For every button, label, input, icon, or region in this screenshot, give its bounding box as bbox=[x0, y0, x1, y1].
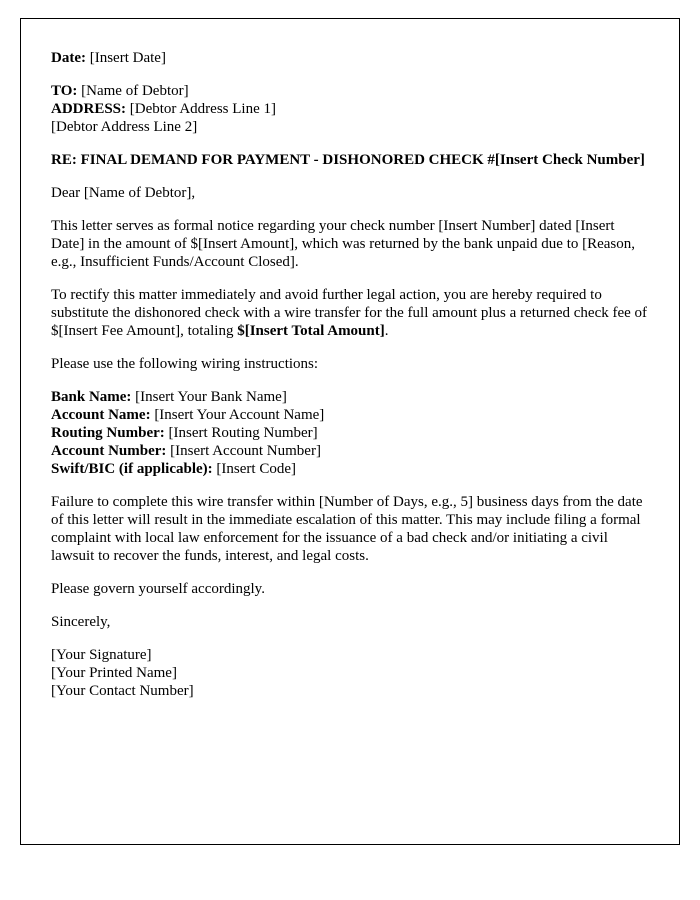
closing: Sincerely, bbox=[51, 614, 111, 630]
wiring-account-name-value: [Insert Your Account Name] bbox=[150, 407, 325, 423]
date-value: [Insert Date] bbox=[85, 50, 166, 66]
date-line bbox=[51, 49, 649, 67]
wiring-swift-bic bbox=[51, 460, 649, 478]
wiring-swift-bic-value: [Insert Code] bbox=[212, 461, 296, 477]
paragraph-rectify bbox=[51, 286, 649, 340]
signature-line: [Your Signature] bbox=[51, 647, 152, 663]
to-label: TO: bbox=[51, 83, 78, 99]
to-value: [Name of Debtor] bbox=[77, 83, 189, 99]
paragraph-notice: This letter serves as formal notice regarding your check number [Insert Number] dated [Insert Date] in the amount of $[Insert Amount], which was returned by the bank unpaid due to [Reason, e.g., Insufficient Funds/Account Closed]. bbox=[51, 218, 636, 270]
paragraph-failure: Failure to complete this wire transfer within [Number of Days, e.g., 5] business days from the date of this letter will result in the immediate escalation of this matter. This may include filing a formal complaint with local law enforcement for the issuance of a bad check and/or initiating a civil lawsuit to recover the funds, interest, and legal costs. bbox=[51, 494, 643, 564]
wiring-bank-name bbox=[51, 388, 649, 406]
paragraph-govern: Please govern yourself accordingly. bbox=[51, 581, 265, 597]
wiring-routing-number bbox=[51, 424, 649, 442]
wiring-bank-name-value: [Insert Your Bank Name] bbox=[131, 389, 287, 405]
address-line-1 bbox=[51, 100, 649, 118]
wiring-account-number-label: Account Number: bbox=[51, 443, 167, 459]
paragraph-rectify-total-amount: $[Insert Total Amount] bbox=[237, 323, 385, 339]
address-label: ADDRESS: bbox=[51, 101, 127, 117]
contact-number-line: [Your Contact Number] bbox=[51, 683, 194, 699]
signature-block bbox=[51, 646, 649, 700]
paragraph-wiring-intro: Please use the following wiring instructions: bbox=[51, 356, 319, 372]
wiring-account-number-value: [Insert Account Number] bbox=[166, 443, 321, 459]
wiring-swift-bic-label: Swift/BIC (if applicable): bbox=[51, 461, 213, 477]
to-line bbox=[51, 82, 649, 100]
recipient-block bbox=[51, 82, 649, 136]
date-label: Date: bbox=[51, 50, 86, 66]
subject-line: RE: FINAL DEMAND FOR PAYMENT - DISHONORED CHECK #[Insert Check Number] bbox=[51, 152, 645, 168]
paragraph-rectify-start: To rectify this matter immediately and avoid further legal action, you are hereby required to substitute the dishonored check with a wire transfer for the full amount plus a returned check fee of $[Insert Fee Amount], totaling bbox=[51, 287, 648, 339]
wiring-account-name bbox=[51, 406, 649, 424]
wiring-routing-number-label: Routing Number: bbox=[51, 425, 165, 441]
address-line-2: [Debtor Address Line 2] bbox=[51, 119, 198, 135]
letter-body bbox=[20, 18, 680, 845]
wiring-routing-number-value: [Insert Routing Number] bbox=[164, 425, 318, 441]
paragraph-rectify-end: . bbox=[384, 323, 389, 339]
wiring-bank-name-label: Bank Name: bbox=[51, 389, 132, 405]
address-value: [Debtor Address Line 1] bbox=[126, 101, 276, 117]
wiring-account-name-label: Account Name: bbox=[51, 407, 151, 423]
wiring-instructions-block bbox=[51, 388, 649, 478]
salutation: Dear [Name of Debtor], bbox=[51, 185, 196, 201]
printed-name-line: [Your Printed Name] bbox=[51, 665, 177, 681]
wiring-account-number bbox=[51, 442, 649, 460]
